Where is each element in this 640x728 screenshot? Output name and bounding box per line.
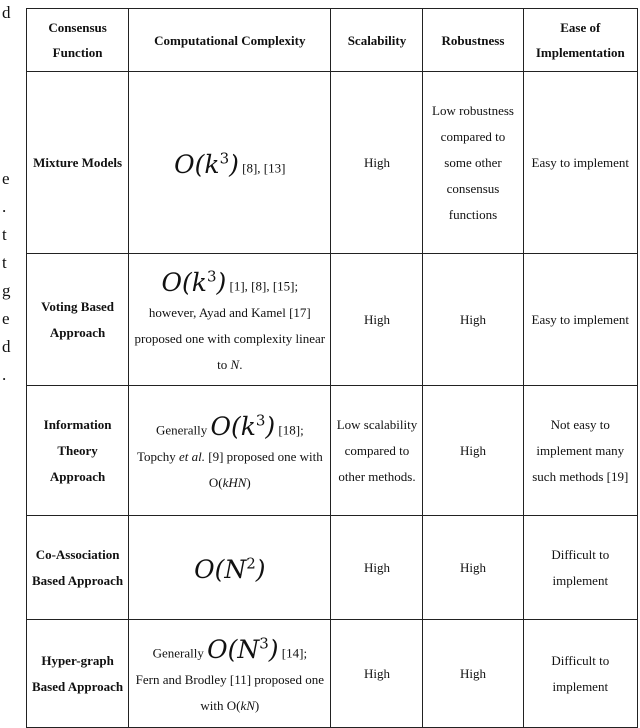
header-computational-complexity: Computational Complexity: [129, 9, 331, 72]
cell-complexity: [129, 72, 331, 254]
cell-complexity: [129, 254, 331, 386]
table-row: [27, 516, 638, 620]
cell-scalability: Low scalability compared to other methods.: [331, 386, 423, 516]
complexity-note: however, Ayad and Kamel [17] proposed one with complexity linear to N.: [134, 304, 326, 372]
header-robustness: Robustness: [423, 9, 523, 72]
cell-scalability: High: [331, 516, 423, 620]
header-consensus-function: Consensus Function: [27, 9, 129, 72]
table-row: [27, 620, 638, 728]
margin-fragment: .: [2, 365, 7, 384]
cell-robustness: High: [423, 620, 523, 728]
margin-fragment: e: [2, 169, 10, 188]
cell-ease: Not easy to implement many such methods [19]: [523, 386, 637, 516]
header-ease-of-implementation: Ease of Implementation: [523, 9, 637, 72]
cell-complexity: [129, 620, 331, 728]
cell-ease: Easy to implement: [523, 72, 637, 254]
table-row: [27, 386, 638, 516]
complexity-formula: $O(k^3)$: [161, 267, 227, 297]
margin-fragment: d: [2, 3, 11, 22]
cell-robustness: Low robustness compared to some other consensus functions: [423, 72, 523, 254]
cell-function: Information Theory Approach: [27, 386, 129, 516]
margin-fragment: e: [2, 309, 10, 328]
complexity-formula: $O(k^3)$: [174, 149, 239, 179]
complexity-prefix: Generally: [155, 422, 211, 438]
citation-refs: [1], [8], [15];: [226, 278, 299, 294]
table-row: [27, 72, 638, 254]
margin-fragment: d: [2, 337, 11, 356]
cell-function: Mixture Models: [27, 72, 129, 254]
margin-fragment: .: [2, 197, 7, 216]
complexity-formula: $O(N^3)$: [207, 634, 279, 664]
header-scalability: Scalability: [331, 9, 423, 72]
cell-robustness: High: [423, 516, 523, 620]
cell-scalability: High: [331, 620, 423, 728]
cell-function: Hyper-graph Based Approach: [27, 620, 129, 728]
consensus-function-table: [26, 8, 638, 728]
complexity-prefix: Generally: [152, 645, 208, 661]
complexity-formula: $O(k^3)$: [210, 411, 276, 441]
complexity-note: Topchy et al. [9] proposed one with O(kHN): [136, 448, 323, 490]
cell-ease: Difficult to implement: [523, 620, 637, 728]
cell-scalability: High: [331, 72, 423, 254]
margin-fragment: t: [2, 225, 7, 244]
cell-complexity: [129, 516, 331, 620]
margin-fragment: g: [2, 281, 11, 300]
table-header-row: [27, 9, 638, 72]
cell-function: Co-Association Based Approach: [27, 516, 129, 620]
cell-scalability: High: [331, 254, 423, 386]
complexity-formula: $O(N^2)$: [194, 554, 266, 584]
citation-refs: [14];: [278, 645, 308, 661]
cell-function: Voting Based Approach: [27, 254, 129, 386]
cell-robustness: High: [423, 386, 523, 516]
cell-robustness: High: [423, 254, 523, 386]
cell-ease: Difficult to implement: [523, 516, 637, 620]
cell-complexity: [129, 386, 331, 516]
table-row: [27, 254, 638, 386]
complexity-note: Fern and Brodley [11] proposed one with O(kN): [135, 671, 324, 713]
cell-ease: Easy to implement: [523, 254, 637, 386]
margin-fragment: t: [2, 253, 7, 272]
citation-refs: [18];: [275, 422, 304, 438]
citation-refs: [8], [13]: [238, 160, 286, 176]
